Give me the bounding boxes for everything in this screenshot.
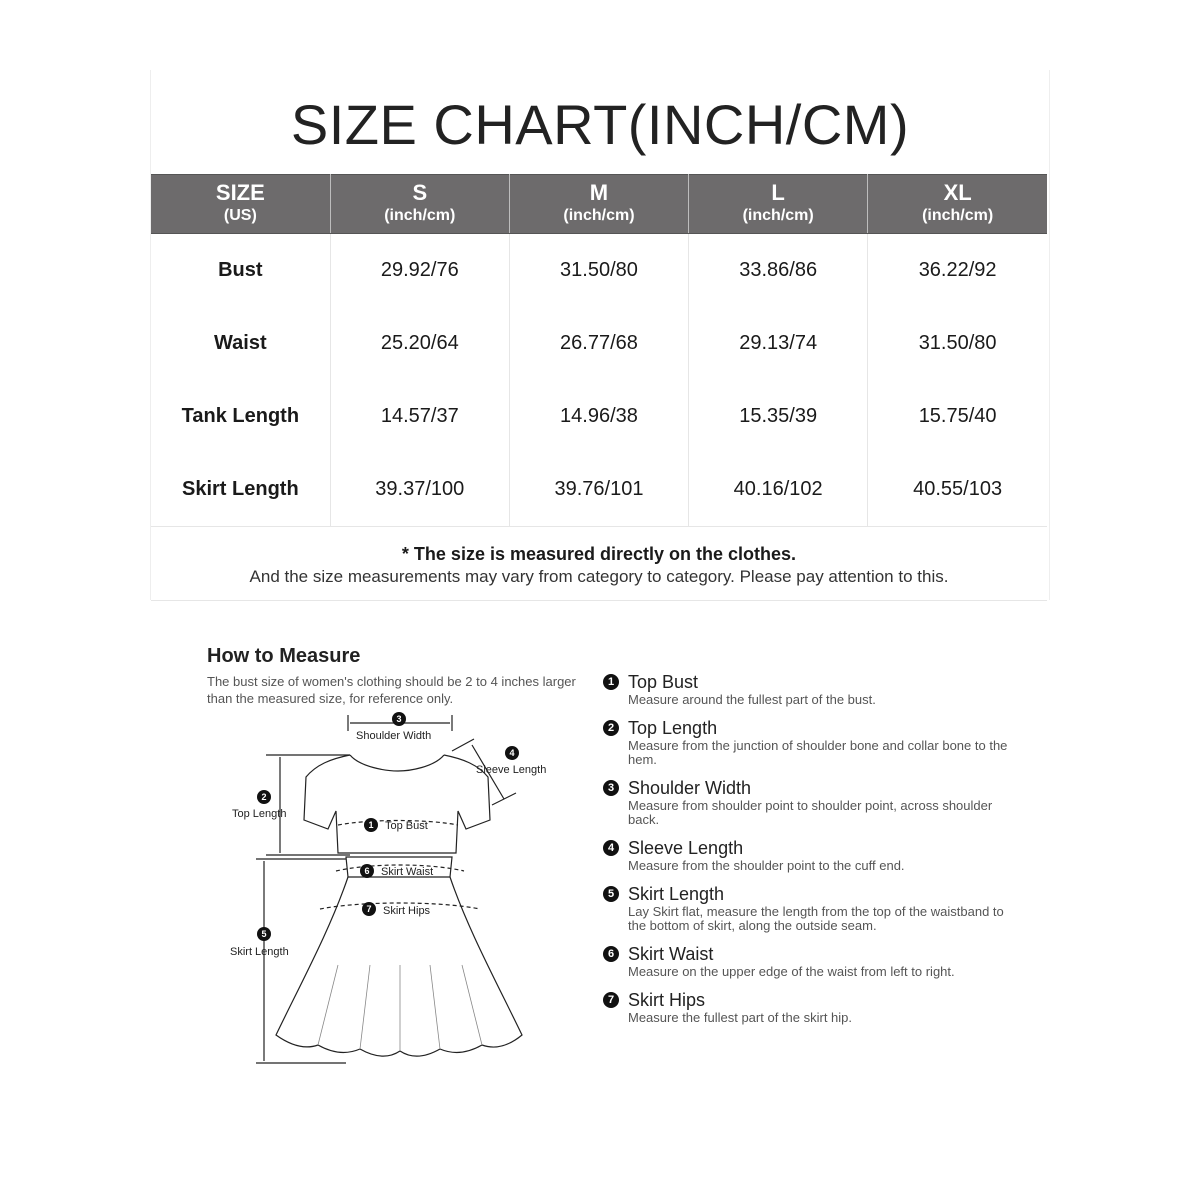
skirt-length-guide bbox=[256, 859, 346, 1063]
label-skirt-waist: Skirt Waist bbox=[381, 866, 434, 878]
table-cell: 15.75/40 bbox=[918, 405, 997, 427]
table-cell: 40.55/103 bbox=[913, 478, 1003, 500]
row-label: Tank Length bbox=[151, 380, 330, 453]
table-cell: 25.20/64 bbox=[330, 307, 509, 380]
page-title: SIZE CHART(INCH/CM) bbox=[290, 93, 910, 156]
legend-name: Skirt Waist bbox=[628, 944, 714, 964]
number-badge: 2 bbox=[603, 720, 619, 736]
marker-3-number: 3 bbox=[396, 714, 402, 724]
label-shoulder-width: Shoulder Width bbox=[356, 730, 432, 742]
table-cell: 15.35/39 bbox=[689, 380, 868, 453]
legend-item-top-length bbox=[603, 718, 1023, 767]
table-row-bust bbox=[151, 234, 1047, 308]
table-cell: 29.92/76 bbox=[330, 234, 509, 308]
number-badge: 5 bbox=[603, 886, 619, 902]
label-top-bust: Top Bust bbox=[385, 820, 428, 832]
skirt-folds bbox=[318, 965, 482, 1051]
legend-item-skirt-waist bbox=[603, 944, 1023, 979]
how-to-measure-title: How to Measure bbox=[207, 645, 361, 667]
table-row-tank-length bbox=[151, 380, 1047, 453]
legend-desc: Measure from the shoulder point to the cuff end. bbox=[628, 858, 905, 873]
marker-1-number: 1 bbox=[368, 820, 374, 830]
header-xl: XL (inch/cm) bbox=[868, 175, 1047, 234]
row-label: Waist bbox=[151, 307, 330, 380]
table-cell: 36.22/92 bbox=[918, 259, 997, 281]
number-badge: 3 bbox=[603, 780, 619, 796]
skirt-outline bbox=[276, 877, 522, 1056]
table-cell: 39.76/101 bbox=[509, 453, 688, 526]
number-badge: 1 bbox=[603, 674, 619, 690]
size-table bbox=[151, 174, 1047, 526]
header-l: L (inch/cm) bbox=[689, 175, 868, 234]
table-cell: 14.96/38 bbox=[509, 380, 688, 453]
size-notes bbox=[151, 526, 1047, 601]
legend-item-sleeve-length bbox=[603, 838, 1023, 873]
number-badge: 7 bbox=[603, 992, 619, 1008]
size-table-header bbox=[151, 175, 1047, 234]
note-line-1: * The size is measured directly on the clothes. bbox=[401, 544, 797, 564]
table-cell: 29.13/74 bbox=[689, 307, 868, 380]
table-cell: 33.86/86 bbox=[689, 234, 868, 308]
marker-6-number: 6 bbox=[364, 866, 370, 876]
number-badge: 4 bbox=[603, 840, 619, 856]
label-skirt-length: Skirt Length bbox=[230, 946, 289, 958]
legend-item-top-bust bbox=[603, 672, 1023, 707]
legend-item-shoulder-width bbox=[603, 778, 1023, 827]
row-label: Skirt Length bbox=[151, 453, 330, 526]
legend-desc: Measure from shoulder point to shoulder point, across shoulder back. bbox=[628, 798, 993, 827]
table-cell: 31.50/80 bbox=[509, 234, 688, 308]
dress-measure-diagram bbox=[220, 705, 570, 1075]
header-m: M (inch/cm) bbox=[509, 175, 688, 234]
note-line-2: And the size measurements may vary from category to category. Please pay attention to this. bbox=[249, 567, 949, 586]
row-label: Bust bbox=[151, 234, 330, 308]
measure-legend bbox=[603, 672, 1023, 1036]
legend-desc: Measure the fullest part of the skirt hip. bbox=[628, 1010, 852, 1025]
legend-name: Shoulder Width bbox=[628, 778, 752, 798]
table-cell: 14.57/37 bbox=[330, 380, 509, 453]
neckline bbox=[350, 755, 444, 771]
label-top-length: Top Length bbox=[232, 808, 287, 820]
marker-2-number: 2 bbox=[261, 792, 267, 802]
label-skirt-hips: Skirt Hips bbox=[383, 905, 431, 917]
table-cell: 39.37/100 bbox=[330, 453, 509, 526]
legend-name: Top Bust bbox=[628, 672, 699, 692]
legend-item-skirt-hips bbox=[603, 990, 1023, 1025]
marker-5-number: 5 bbox=[261, 929, 267, 939]
legend-name: Skirt Length bbox=[628, 884, 725, 904]
legend-desc: Measure around the fullest part of the bust. bbox=[628, 692, 876, 707]
table-cell: 26.77/68 bbox=[509, 307, 688, 380]
table-cell: 40.16/102 bbox=[689, 453, 868, 526]
legend-name: Sleeve Length bbox=[628, 838, 744, 858]
legend-desc: Measure from the junction of shoulder bone and collar bone to the hem. bbox=[628, 738, 1008, 767]
legend-item-skirt-length bbox=[603, 884, 1023, 933]
header-s: S (inch/cm) bbox=[330, 175, 509, 234]
table-row-waist bbox=[151, 307, 1047, 380]
number-badge: 6 bbox=[603, 946, 619, 962]
table-row-skirt-length bbox=[151, 453, 1047, 526]
how-to-measure-subtitle: The bust size of women's clothing should be 2 to 4 inches larger than the measured size, for reference only. bbox=[207, 674, 576, 706]
table-cell: 31.50/80 bbox=[918, 332, 997, 354]
header-size: SIZE (US) bbox=[151, 175, 330, 234]
legend-name: Top Length bbox=[628, 718, 718, 738]
legend-desc: Measure on the upper edge of the waist from left to right. bbox=[628, 964, 955, 979]
label-sleeve-length: Sleeve Length bbox=[476, 764, 547, 776]
legend-name: Skirt Hips bbox=[628, 990, 706, 1010]
marker-4-number: 4 bbox=[509, 748, 515, 758]
marker-7-number: 7 bbox=[366, 904, 372, 914]
legend-desc: Lay Skirt flat, measure the length from the top of the waistband to the bottom of skirt, along the outside seam. bbox=[628, 904, 1004, 933]
top-outline bbox=[304, 755, 490, 853]
